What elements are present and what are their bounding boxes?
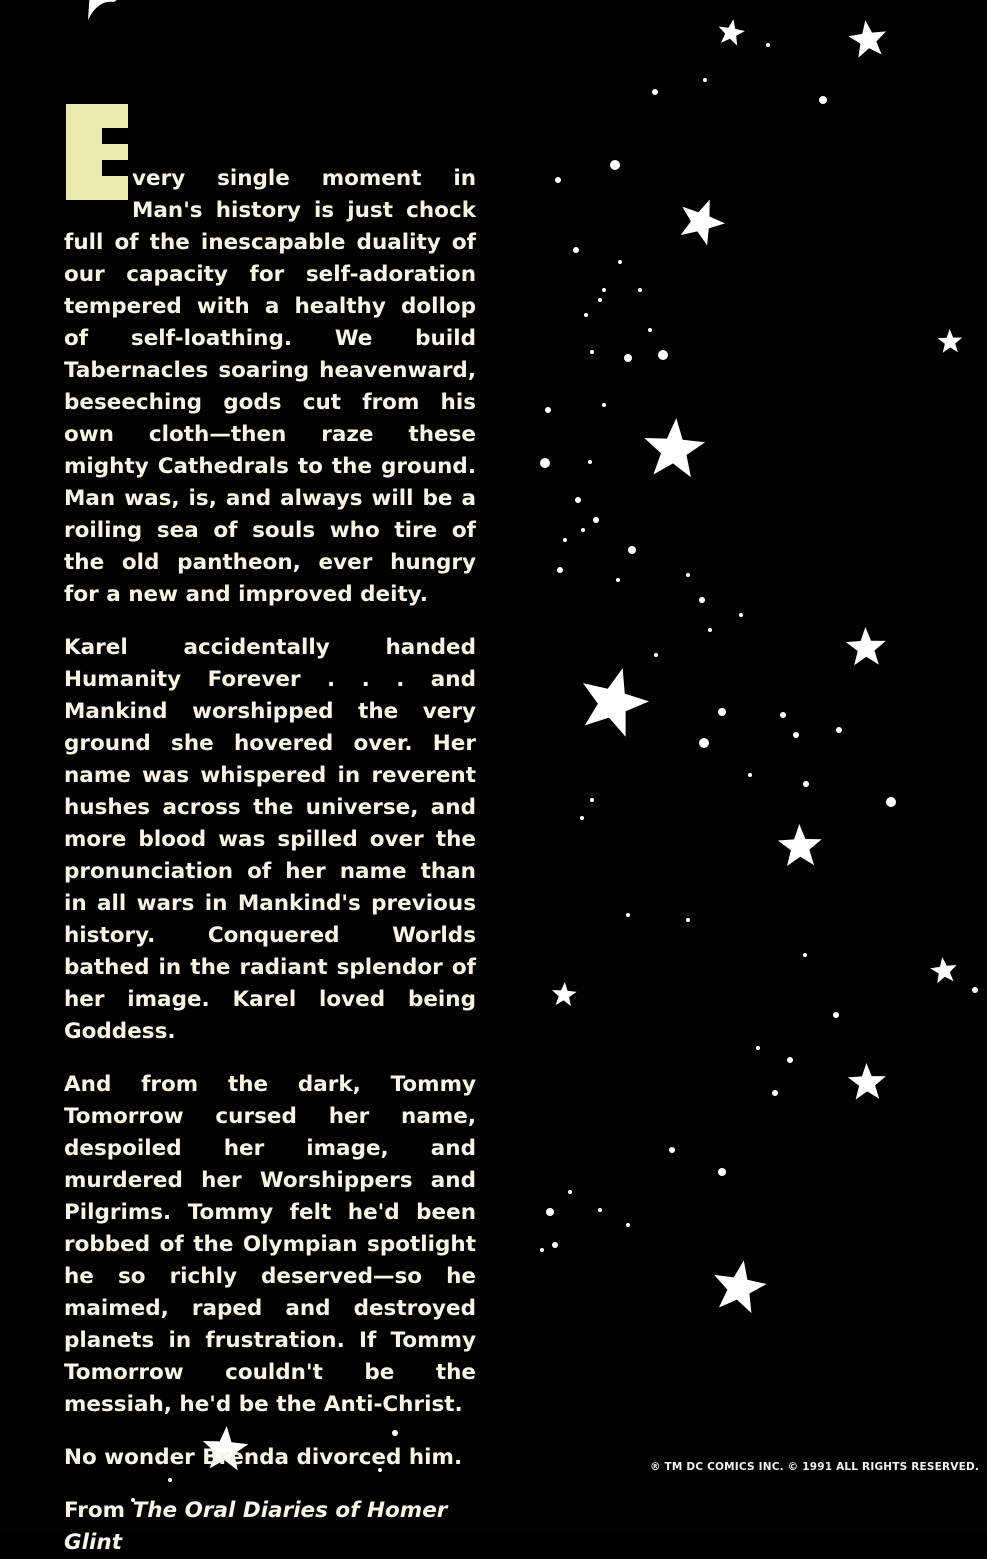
star-dot-icon xyxy=(803,781,809,787)
star-dot-icon xyxy=(654,653,658,657)
copyright-notice: ® TM DC COMICS INC. © 1991 ALL RIGHTS RESERVED. xyxy=(650,1461,980,1473)
star-icon xyxy=(848,1063,886,1100)
star-dot-icon xyxy=(602,403,606,407)
star-dot-icon xyxy=(616,578,620,582)
star-dot-icon xyxy=(552,1242,558,1248)
source-title: The Oral Diaries of Homer Glint xyxy=(64,1498,448,1555)
star-dot-icon xyxy=(819,96,827,104)
star-dot-icon xyxy=(588,460,592,464)
star-dot-icon xyxy=(610,160,620,170)
star-icon xyxy=(644,418,705,477)
star-dot-icon xyxy=(557,567,563,573)
drop-cap-letter xyxy=(66,104,128,200)
star-dot-icon xyxy=(739,613,743,617)
intro-paragraph xyxy=(64,96,476,611)
star-dot-icon xyxy=(787,1057,793,1063)
star-dot-icon xyxy=(602,288,606,292)
star-dot-icon xyxy=(563,538,567,542)
star-dot-icon xyxy=(780,712,786,718)
star-dot-icon xyxy=(593,517,599,523)
star-dot-icon xyxy=(686,573,690,577)
star-dot-icon xyxy=(540,1248,544,1252)
star-dot-icon xyxy=(568,1190,572,1194)
star-icon xyxy=(938,329,963,353)
white-blob-shape xyxy=(84,0,148,30)
star-icon xyxy=(552,982,577,1006)
star-dot-icon xyxy=(618,260,622,264)
star-dot-icon xyxy=(628,546,636,554)
star-dot-icon xyxy=(652,89,658,95)
star-dot-icon xyxy=(703,78,707,82)
star-icon xyxy=(583,668,649,736)
star-dot-icon xyxy=(540,458,550,468)
star-icon xyxy=(714,1260,767,1313)
star-dot-icon xyxy=(598,1208,602,1212)
star-dot-icon xyxy=(573,247,579,253)
star-dot-icon xyxy=(575,497,581,503)
article-text xyxy=(64,96,476,1559)
star-dot-icon xyxy=(766,43,770,47)
source-attribution xyxy=(64,1495,476,1559)
star-dot-icon xyxy=(699,597,705,603)
star-dot-icon xyxy=(584,313,588,317)
star-icon xyxy=(778,824,822,866)
star-dot-icon xyxy=(626,913,630,917)
source-prefix: From xyxy=(64,1498,133,1523)
star-dot-icon xyxy=(748,773,752,777)
star-dot-icon xyxy=(836,727,842,733)
paragraph-tommy: And from the dark, Tommy Tomorrow cursed her name, despoiled her image, and murdered her Worshippers and Pilgrims. Tommy felt he'd been robbed of the Olympian spotlight he so richly deserved—so he maimed, raped and destroyed planets in frustration. If Tommy Tomorrow couldn't be the messiah, he'd be the Anti-Christ. xyxy=(64,1072,476,1417)
star-dot-icon xyxy=(708,628,712,632)
star-dot-icon xyxy=(545,407,551,413)
star-dot-icon xyxy=(658,350,668,360)
star-dot-icon xyxy=(803,953,807,957)
star-dot-icon xyxy=(590,798,594,802)
star-dot-icon xyxy=(772,1090,778,1096)
star-dot-icon xyxy=(598,298,602,302)
star-dot-icon xyxy=(972,987,978,993)
paragraph-karel: Karel accidentally handed Humanity Forever . . . and Mankind worshipped the very ground she hovered over. Her name was whispered in reverent hushes across the universe, and more blood was spilled over the pronunciation of her name than in all wars in Mankind's previous history. Conquered Worlds bathed in the radiant splendor of her image. Karel loved being Goddess. xyxy=(64,635,476,1044)
intro-text: very single moment in Man's history is just chock full of the inescapable duality of our capacity for self-adoration tempered with a healthy dollop of self-loathing. We build Tabernacles soaring heavenward, beseeching gods cut from his own cloth—then raze these mighty Cathedrals to the ground. Man was, is, and always will be a roiling sea of souls who tire of the old pantheon, ever hungry for a new and improved deity. xyxy=(64,166,476,607)
star-dot-icon xyxy=(555,177,561,183)
star-dot-icon xyxy=(624,354,632,362)
star-dot-icon xyxy=(686,918,690,922)
star-icon xyxy=(719,19,745,45)
paragraph-brenda: No wonder Brenda divorced him. xyxy=(64,1445,463,1470)
star-icon xyxy=(681,200,725,246)
star-dot-icon xyxy=(626,1223,630,1227)
star-dot-icon xyxy=(718,708,726,716)
star-dot-icon xyxy=(638,288,642,292)
star-icon xyxy=(846,627,886,665)
star-dot-icon xyxy=(756,1046,760,1050)
star-dot-icon xyxy=(699,738,709,748)
star-dot-icon xyxy=(833,1012,839,1018)
star-icon xyxy=(848,20,886,57)
star-dot-icon xyxy=(669,1147,675,1153)
star-dot-icon xyxy=(590,350,594,354)
star-dot-icon xyxy=(793,732,799,738)
star-dot-icon xyxy=(581,528,585,532)
star-dot-icon xyxy=(546,1208,554,1216)
star-dot-icon xyxy=(580,816,584,820)
star-dot-icon xyxy=(648,328,652,332)
star-dot-icon xyxy=(886,797,896,807)
star-dot-icon xyxy=(718,1168,726,1176)
star-icon xyxy=(930,957,956,983)
